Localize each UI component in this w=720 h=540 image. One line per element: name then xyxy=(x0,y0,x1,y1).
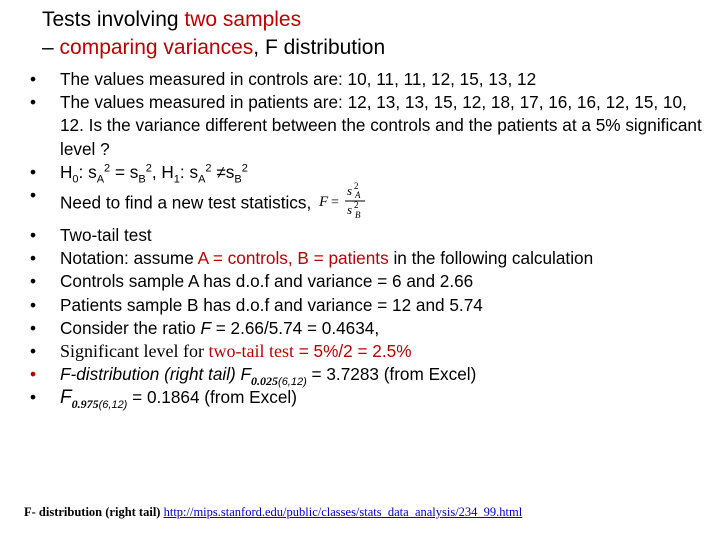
f-symbol: F xyxy=(200,317,211,338)
bullet-dot: • xyxy=(30,69,37,89)
reference-link[interactable]: http://mips.stanford.edu/public/classes/stats_data_analysis/234_99.html xyxy=(163,505,523,519)
bullet-text: Controls sample A has d.o.f and variance = 6 and 2.66 xyxy=(60,271,474,292)
formula-num-sup: 2 xyxy=(354,181,359,192)
bullet-text: Notation: assume xyxy=(60,248,198,269)
f-subscript-dof: (6,12) xyxy=(278,375,307,388)
bullet-f-lower xyxy=(30,386,710,409)
bullet-controls-sample xyxy=(30,270,710,293)
bullet-text: Consider the ratio xyxy=(60,317,201,338)
bullet-highlight: = 5%/2 = 2.5% xyxy=(293,341,412,362)
formula-num-sub: A xyxy=(355,190,361,201)
bullet-text: in the following calculation xyxy=(388,248,594,269)
formula-num-s: s xyxy=(347,183,353,199)
bullet-patients-sample xyxy=(30,294,710,317)
f-subscript-alpha: 0.025 xyxy=(251,373,279,388)
bullet-highlight: two-tail test xyxy=(208,341,294,362)
title-text: Tests involving xyxy=(42,8,185,31)
f-ratio-formula xyxy=(317,181,381,221)
f-symbol: F xyxy=(60,387,72,409)
hypotheses-text: $H_0$: $s_A^2 = s_B^2$, $H_1$: $s_A^2 \ne s_B^2$ xyxy=(60,161,248,186)
bullet-dot: • xyxy=(30,294,37,315)
bullet-dot: • xyxy=(30,92,37,113)
bullet-controls-values xyxy=(30,68,710,91)
bullet-dot: • xyxy=(30,341,37,362)
formula-den-sup: 2 xyxy=(354,200,359,211)
f-symbol: F xyxy=(240,364,252,385)
bullet-significance xyxy=(30,340,710,363)
title-line-1 xyxy=(42,6,702,34)
bullet-dot: • xyxy=(30,185,37,206)
bullet-text: Two-tail test xyxy=(60,225,152,246)
bullet-list xyxy=(30,68,710,410)
formula-eq: = xyxy=(331,195,340,211)
bullet-dot: • xyxy=(30,161,37,182)
bullet-dot: • xyxy=(30,225,37,246)
title-highlight: two samples xyxy=(184,8,302,31)
title-text: – xyxy=(42,36,60,59)
bullet-dot: • xyxy=(30,387,37,408)
bullet-text: Need to find a new test statistics, xyxy=(60,192,312,213)
formula-den-s: s xyxy=(347,202,353,218)
bullet-text: Patients sample B has d.o.f and variance = 12 and 5.74 xyxy=(60,294,483,315)
title-text: , F distribution xyxy=(253,36,386,59)
bullet-dot: • xyxy=(30,317,37,338)
bullet-dot: • xyxy=(30,271,37,292)
footer-label: F- distribution (right tail) xyxy=(24,505,164,519)
slide-title xyxy=(42,6,702,62)
f-subscript-alpha: 0.975 xyxy=(71,396,99,411)
bullet-ratio xyxy=(30,317,710,340)
formula-lhs: F xyxy=(319,194,329,211)
bullet-dot: • xyxy=(30,364,37,385)
footer-reference xyxy=(24,504,704,520)
formula-den-sub: B xyxy=(355,210,361,221)
bullet-text: The values measured in patients are: 12, 13, 13, 15, 12, 18, 17, 16, 16, 12, 15, 10, 12. Is the variance different between the controls and the patients at a 5% significant level ? xyxy=(60,92,702,159)
title-line-2 xyxy=(42,34,702,62)
bullet-text: Significant level for xyxy=(60,341,209,362)
bullet-f-upper xyxy=(30,363,710,386)
bullet-test-statistic xyxy=(30,181,710,224)
bullet-notation xyxy=(30,247,710,270)
bullet-text: = 3.7283 (from Excel) xyxy=(306,364,477,385)
bullet-text: The values measured in controls are: 10, 11, 11, 12, 15, 13, 12 xyxy=(60,69,537,89)
bullet-text: = 2.66/5.74 = 0.4634, xyxy=(210,317,380,338)
bullet-highlight: A = controls, B = patients xyxy=(197,248,389,269)
f-subscript-dof: (6,12) xyxy=(98,398,128,411)
bullet-dot: • xyxy=(30,248,37,269)
bullet-patients-values xyxy=(30,91,710,161)
bullet-text: F-distribution (right tail) xyxy=(60,364,241,385)
bullet-text: = 0.1864 (from Excel) xyxy=(127,387,297,408)
bullet-two-tail xyxy=(30,224,710,247)
title-highlight: comparing variances xyxy=(59,36,254,59)
